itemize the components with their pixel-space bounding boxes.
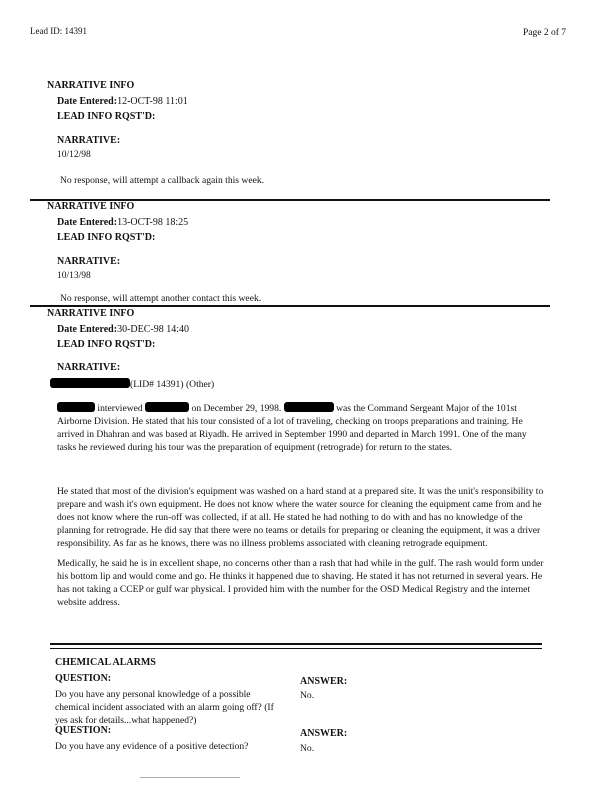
section-title: NARRATIVE INFO <box>47 201 135 212</box>
question-label: QUESTION: <box>55 673 112 684</box>
divider <box>50 648 542 649</box>
divider <box>50 643 542 645</box>
question-label: QUESTION: <box>55 725 112 736</box>
narrative-text: No response, will attempt a callback again this week. <box>60 175 265 186</box>
date-label: Date Entered: <box>57 217 118 228</box>
redaction <box>50 378 130 388</box>
answer-text: No. <box>300 690 315 701</box>
narrative-label: NARRATIVE: <box>57 362 121 373</box>
narrative-date: 10/13/98 <box>57 271 91 281</box>
lead-info-label: LEAD INFO RQST'D: <box>57 111 156 122</box>
date-label: Date Entered: <box>57 96 118 107</box>
narrative-paragraph: Medically, he said he is in excellent shape, no concerns other than a rash that had while in the gulf. The rash would form under his bottom lip and would come and go. He thinks it happened due to shaving. He stated it has not returned in several years. He has not taking a CCEP or gulf war physical. I provided him with the number for the OSD Medical Registry and the internet website address. <box>57 558 544 608</box>
narrative-label: NARRATIVE: <box>57 256 121 267</box>
divider <box>30 305 550 307</box>
footer-line <box>140 777 240 778</box>
section-title: NARRATIVE INFO <box>47 80 135 91</box>
answer-text: No. <box>300 743 315 754</box>
question-text: Do you have any personal knowledge of a possible chemical incident associated with an alarm going off? (If yes ask for details...what happened?) <box>55 689 274 726</box>
date-label: Date Entered: <box>57 324 118 335</box>
answer-label: ANSWER: <box>300 728 348 739</box>
redaction <box>57 402 95 412</box>
question-text: Do you have any evidence of a positive detection? <box>55 741 249 752</box>
redaction <box>284 402 334 412</box>
chemical-alarms-title: CHEMICAL ALARMS <box>55 657 156 668</box>
lead-info-label: LEAD INFO RQST'D: <box>57 232 156 243</box>
section-title: NARRATIVE INFO <box>47 308 135 319</box>
narrative-label: NARRATIVE: <box>57 135 121 146</box>
answer-label: ANSWER: <box>300 676 348 687</box>
narrative-paragraph: interviewed on December 29, 1998. was the Command Sergeant Major of the 101st Airborne Division. He stated that his tour consisted of a lot of traveling, checking on troops preparations and training. He arrived in Dhahran and was based at Riyadh. He arrived in September 1990 and departed in March 1991. One of the many tasks he reviewed during his tour was the preparation of equipment (retrograde) for return to the states. <box>57 403 527 453</box>
page-number: Page 2 of 7 <box>523 28 567 38</box>
narrative-text: No response, will attempt another contact this week. <box>60 293 262 304</box>
redaction <box>145 402 189 412</box>
lead-info-label: LEAD INFO RQST'D: <box>57 339 156 350</box>
lead-id: Lead ID: 14391 <box>30 26 87 36</box>
narrative-date: 10/12/98 <box>57 150 91 160</box>
date-value: 30-DEC-98 14:40 <box>117 324 190 335</box>
date-value: 12-OCT-98 11:01 <box>117 96 188 107</box>
subject-line: (LID# 14391) (Other) <box>130 379 215 390</box>
narrative-paragraph: He stated that most of the division's equipment was washed on a hard stand at a prepared site. It was the unit's responsibility to prepare and wash it's own equipment. He does not know where the water source for cleaning the equipment came from and he does not know where the run-off was collected, if at all. He stated he had nothing to do with and has no knowledge of the planning for retrograde. He did say that there were no teams or details for preparing or cleaning the equipment, it was a driver responsibility. As far as he knows, there was no illness problems associated with cleaning retrograde equipment. <box>57 486 544 549</box>
date-value: 13-OCT-98 18:25 <box>117 217 189 228</box>
